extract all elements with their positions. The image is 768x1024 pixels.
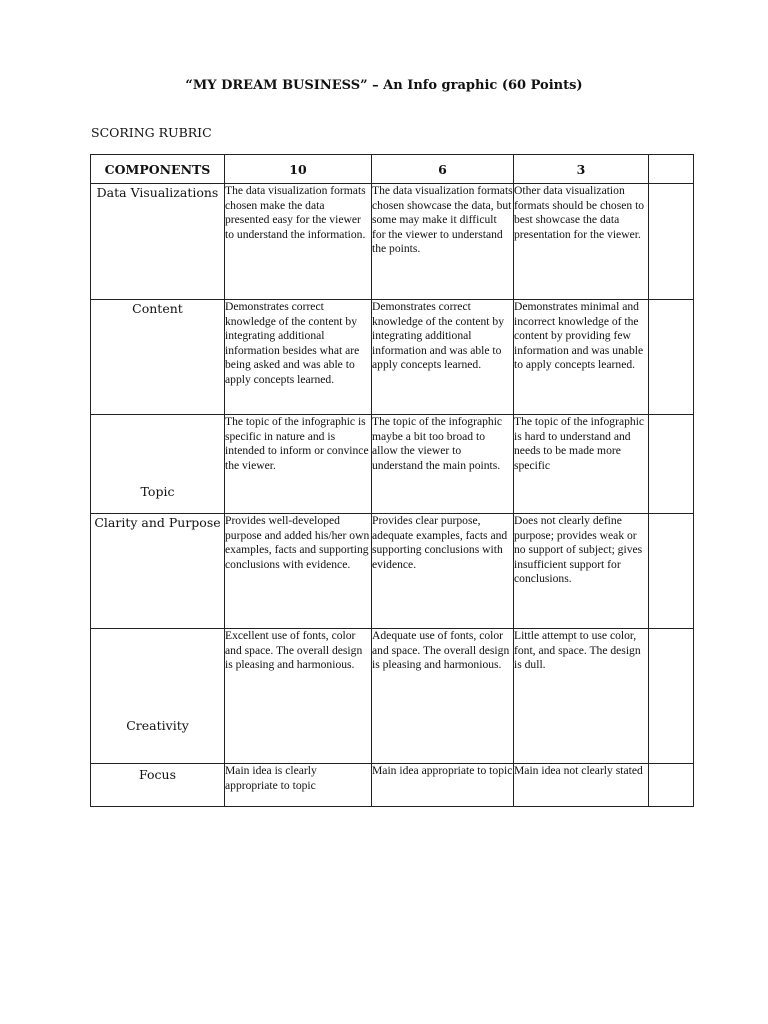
component-cell: Data Visualizations	[91, 184, 225, 300]
table-row	[91, 415, 694, 514]
document-title: “MY DREAM BUSINESS” – An Info graphic (60 Points)	[185, 78, 583, 93]
score-10-cell: Main idea is clearly appropriate to topic	[225, 764, 372, 807]
component-cell: Topic	[91, 415, 225, 514]
table-row	[91, 764, 694, 807]
blank-cell	[649, 764, 694, 807]
table-row	[91, 629, 694, 764]
score-3-cell: Demonstrates minimal and incorrect knowledge of the content by providing few information and was unable to apply concepts learned.	[514, 300, 649, 415]
header-score-6: 6	[372, 155, 514, 184]
header-blank	[649, 155, 694, 184]
score-10-cell: The data visualization formats chosen make the data presented easy for the viewer to understand the information.	[225, 184, 372, 300]
score-10-cell: Excellent use of fonts, color and space. The overall design is pleasing and harmonious.	[225, 629, 372, 764]
score-3-cell: The topic of the infographic is hard to understand and needs to be made more specific	[514, 415, 649, 514]
header-components: COMPONENTS	[91, 155, 225, 184]
score-10-cell: Demonstrates correct knowledge of the content by integrating additional information besides what are being asked and was able to apply concepts learned.	[225, 300, 372, 415]
component-cell: Focus	[91, 764, 225, 807]
score-6-cell: Adequate use of fonts, color and space. The overall design is pleasing and harmonious.	[372, 629, 514, 764]
component-cell: Clarity and Purpose	[91, 514, 225, 629]
table-header-row	[91, 155, 694, 184]
score-3-cell: Does not clearly define purpose; provides weak or no support of subject; gives insufficient support for conclusions.	[514, 514, 649, 629]
score-6-cell: The topic of the infographic maybe a bit too broad to allow the viewer to understand the main points.	[372, 415, 514, 514]
score-3-cell: Main idea not clearly stated	[514, 764, 649, 807]
component-cell: Content	[91, 300, 225, 415]
score-3-cell: Little attempt to use color, font, and space. The design is dull.	[514, 629, 649, 764]
score-3-cell: Other data visualization formats should be chosen to best showcase the data presentation for the viewer.	[514, 184, 649, 300]
blank-cell	[649, 184, 694, 300]
header-score-10: 10	[225, 155, 372, 184]
blank-cell	[649, 514, 694, 629]
score-6-cell: The data visualization formats chosen showcase the data, but some may make it difficult for the viewer to understand the points.	[372, 184, 514, 300]
score-10-cell: The topic of the infographic is specific in nature and is intended to inform or convince the viewer.	[225, 415, 372, 514]
component-cell: Creativity	[91, 629, 225, 764]
header-score-3: 3	[514, 155, 649, 184]
blank-cell	[649, 629, 694, 764]
blank-cell	[649, 415, 694, 514]
score-6-cell: Demonstrates correct knowledge of the content by integrating additional information and was able to apply concepts learned.	[372, 300, 514, 415]
scoring-rubric-table	[90, 154, 694, 807]
table-row	[91, 184, 694, 300]
score-6-cell: Provides clear purpose, adequate examples, facts and supporting conclusions with evidence.	[372, 514, 514, 629]
table-row	[91, 300, 694, 415]
score-10-cell: Provides well-developed purpose and added his/her own examples, facts and supporting conclusions with evidence.	[225, 514, 372, 629]
blank-cell	[649, 300, 694, 415]
table-row	[91, 514, 694, 629]
score-6-cell: Main idea appropriate to topic	[372, 764, 514, 807]
rubric-subtitle: SCORING RUBRIC	[91, 125, 212, 140]
